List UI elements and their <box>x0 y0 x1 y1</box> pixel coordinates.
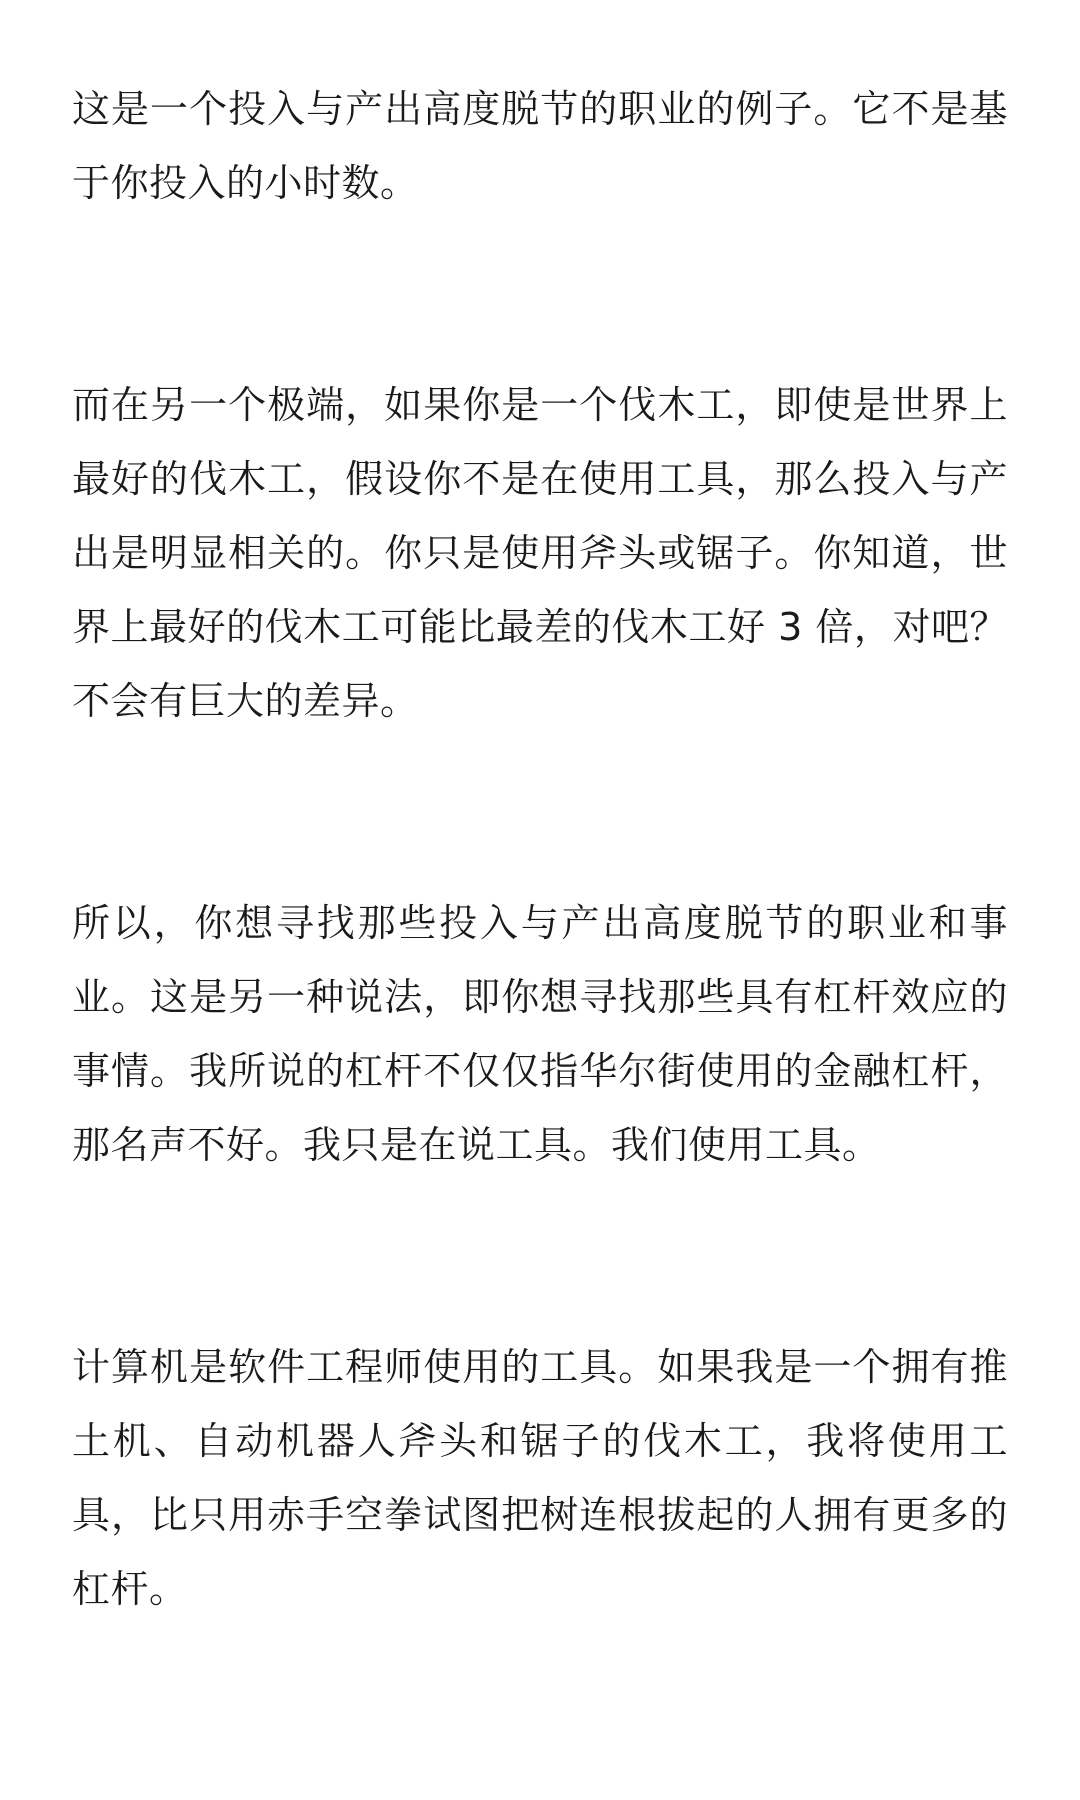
paragraph-2: 而在另一个极端，如果你是一个伐木工，即使是世界上最好的伐木工，假设你不是在使用工具，那么投入与产出是明显相关的。你只是使用斧头或锯子。你知道，世界上最好的伐木工可能比最差的伐木工好 3 倍，对吧？ 不会有巨大的差异。 <box>72 383 1008 723</box>
article-body <box>72 72 1008 1626</box>
paragraph-4: 计算机是软件工程师使用的工具。如果我是一个拥有推土机、自动机器人斧头和锯子的伐木工，我将使用工具，比只用赤手空拳试图把树连根拔起的人拥有更多的杠杆。 <box>72 1345 1008 1611</box>
paragraph-1: 这是一个投入与产出高度脱节的职业的例子。它不是基于你投入的小时数。 <box>72 87 1008 205</box>
paragraph-3: 所以，你想寻找那些投入与产出高度脱节的职业和事业。这是另一种说法，即你想寻找那些具有杠杆效应的事情。我所说的杠杆不仅仅指华尔街使用的金融杠杆，那名声不好。我只是在说工具。我们使用工具。 <box>72 901 1008 1167</box>
